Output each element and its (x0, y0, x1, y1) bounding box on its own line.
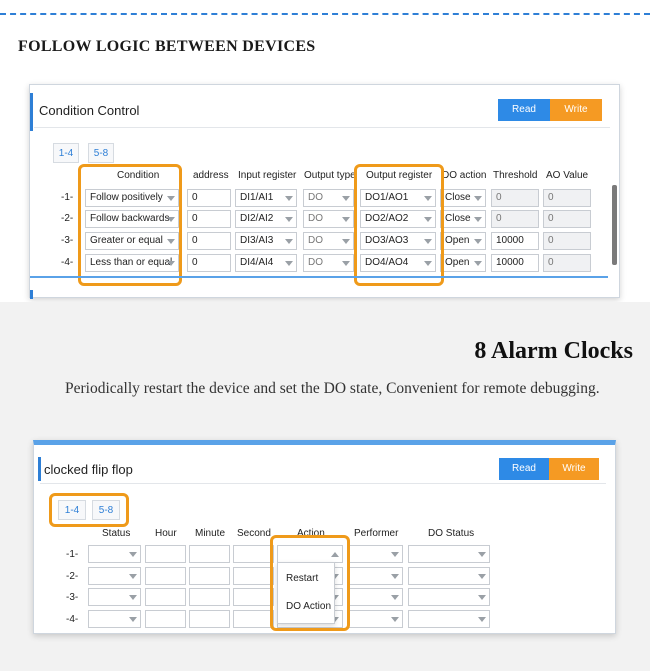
header-do-action: DO action (442, 170, 487, 181)
alarm-description: Periodically restart the device and set the DO state, Convenient for remote debugging. (65, 380, 600, 397)
tab-5-8[interactable]: 5-8 (92, 500, 120, 520)
chevron-down-icon (129, 552, 137, 557)
second-input[interactable] (233, 567, 274, 585)
do-status-select[interactable] (408, 610, 490, 628)
condition-value: Follow backwards (90, 213, 170, 224)
output-type-select[interactable] (303, 210, 354, 228)
tabs-highlight-frame (49, 493, 129, 527)
row-label: -4- (61, 257, 74, 268)
threshold-input[interactable]: 0 (491, 210, 539, 228)
output-register-highlight-frame (354, 164, 444, 286)
panel-bottom-border (30, 276, 608, 278)
threshold-input[interactable]: 10000 (491, 254, 539, 272)
output-type-value: DO (308, 213, 323, 224)
next-panel-accent (30, 290, 33, 299)
input-register-select[interactable] (235, 232, 297, 250)
status-select[interactable] (88, 610, 141, 628)
chevron-down-icon (342, 239, 350, 244)
chevron-down-icon (478, 552, 486, 557)
output-type-value: DO (308, 192, 323, 203)
alarm-heading: 8 Alarm Clocks (474, 338, 633, 364)
do-status-select[interactable] (408, 567, 490, 585)
header-condition: Condition (117, 170, 160, 181)
output-register-value: DO1/AO1 (365, 192, 409, 203)
chevron-down-icon (342, 261, 350, 266)
condition-control-panel (29, 84, 620, 298)
divider (40, 483, 606, 484)
input-register-select[interactable] (235, 189, 297, 207)
chevron-down-icon (129, 574, 137, 579)
output-type-select[interactable] (303, 232, 354, 250)
header-output-register: Output register (366, 170, 433, 181)
threshold-input[interactable]: 10000 (491, 232, 539, 250)
do-action-select[interactable] (440, 232, 486, 250)
do-action-value: Open (445, 235, 470, 246)
chevron-down-icon (474, 261, 482, 266)
panel-accent-bar (30, 93, 33, 131)
chevron-down-icon (478, 617, 486, 622)
header-hour: Hour (155, 528, 177, 539)
threshold-input[interactable]: 0 (491, 189, 539, 207)
chevron-down-icon (342, 217, 350, 222)
chevron-down-icon (391, 595, 399, 600)
header-performer: Performer (354, 528, 399, 539)
second-input[interactable] (233, 588, 274, 606)
ao-value-input[interactable]: 0 (543, 254, 591, 272)
row-label: -2- (61, 213, 74, 224)
chevron-down-icon (478, 595, 486, 600)
do-action-select[interactable] (440, 254, 486, 272)
read-button[interactable]: Read (498, 99, 550, 121)
dashed-divider (0, 13, 650, 15)
address-input[interactable]: 0 (187, 210, 231, 228)
condition-highlight-frame (78, 164, 182, 286)
output-type-select[interactable] (303, 189, 354, 207)
do-status-select[interactable] (408, 588, 490, 606)
condition-value: Greater or equal (90, 235, 163, 246)
write-button[interactable]: Write (549, 458, 599, 480)
chevron-down-icon (342, 196, 350, 201)
row-label: -1- (66, 549, 79, 560)
hour-input[interactable] (145, 588, 186, 606)
header-status: Status (102, 528, 131, 539)
section-heading: FOLLOW LOGIC BETWEEN DEVICES (18, 38, 316, 55)
do-action-select[interactable] (440, 189, 486, 207)
header-ao-value: AO Value (546, 170, 589, 181)
input-register-value: DI1/AI1 (240, 192, 274, 203)
minute-input[interactable] (189, 588, 230, 606)
chevron-down-icon (285, 261, 293, 266)
status-select[interactable] (88, 545, 141, 563)
minute-input[interactable] (189, 567, 230, 585)
ao-value-input[interactable]: 0 (543, 189, 591, 207)
chevron-down-icon (474, 196, 482, 201)
menu-item-do-action[interactable]: DO Action (286, 601, 332, 612)
row-label: -4- (66, 614, 79, 625)
do-action-value: Close (445, 213, 471, 224)
chevron-down-icon (285, 196, 293, 201)
panel-title: Condition Control (39, 103, 140, 118)
row-label: -3- (61, 235, 74, 246)
minute-input[interactable] (189, 545, 230, 563)
read-button[interactable]: Read (499, 458, 549, 480)
ao-value-input[interactable]: 0 (543, 210, 591, 228)
performer-select[interactable] (347, 610, 403, 628)
status-select[interactable] (88, 588, 141, 606)
address-input[interactable]: 0 (187, 189, 231, 207)
hour-input[interactable] (145, 545, 186, 563)
input-register-value: DI2/AI2 (240, 213, 274, 224)
performer-select[interactable] (347, 567, 403, 585)
header-threshold: Threshold (493, 170, 538, 181)
output-type-value: DO (308, 257, 323, 268)
panel-title: clocked flip flop (44, 462, 133, 477)
second-input[interactable] (233, 545, 274, 563)
chevron-down-icon (474, 217, 482, 222)
do-action-value: Open (445, 257, 470, 268)
hour-input[interactable] (145, 610, 186, 628)
header-do-status: DO Status (428, 528, 475, 539)
input-register-select[interactable] (235, 210, 297, 228)
panel-accent-bar (38, 457, 41, 481)
chevron-down-icon (474, 239, 482, 244)
header-action: Action (297, 528, 325, 539)
row-label: -2- (66, 571, 79, 582)
address-input[interactable]: 0 (187, 232, 231, 250)
condition-value: Follow positively (90, 192, 163, 203)
header-output-type: Output type (304, 170, 356, 181)
header-minute: Minute (195, 528, 226, 539)
menu-item-restart[interactable]: Restart (286, 573, 319, 584)
write-button[interactable]: Write (550, 99, 602, 121)
output-type-value: DO (308, 235, 323, 246)
chevron-down-icon (129, 595, 137, 600)
input-register-select[interactable] (235, 254, 297, 272)
row-label: -3- (66, 592, 79, 603)
chevron-down-icon (285, 217, 293, 222)
chevron-down-icon (285, 239, 293, 244)
status-select[interactable] (88, 567, 141, 585)
output-register-value: DO3/AO3 (365, 235, 409, 246)
minute-input[interactable] (189, 610, 230, 628)
address-input[interactable]: 0 (187, 254, 231, 272)
header-address: address (193, 170, 229, 181)
tab-1-4[interactable]: 1-4 (58, 500, 86, 520)
output-register-value: DO2/AO2 (365, 213, 409, 224)
header-second: Second (237, 528, 271, 539)
input-register-value: DI3/AI3 (240, 235, 274, 246)
chevron-down-icon (391, 574, 399, 579)
vertical-scrollbar[interactable] (612, 185, 617, 265)
do-status-select[interactable] (408, 545, 490, 563)
chevron-down-icon (391, 552, 399, 557)
chevron-down-icon (129, 617, 137, 622)
input-register-value: DI4/AI4 (240, 257, 274, 268)
chevron-down-icon (478, 574, 486, 579)
divider (34, 127, 610, 128)
do-action-select[interactable] (440, 210, 486, 228)
performer-select[interactable] (347, 588, 403, 606)
output-register-value: DO4/AO4 (365, 257, 409, 268)
condition-value: Less than or equal (90, 257, 173, 268)
second-input[interactable] (233, 610, 274, 628)
tab-5-8[interactable]: 5-8 (88, 143, 114, 163)
output-type-select[interactable] (303, 254, 354, 272)
ao-value-input[interactable]: 0 (543, 232, 591, 250)
chevron-down-icon (391, 617, 399, 622)
row-label: -1- (61, 192, 74, 203)
action-highlight-frame (270, 535, 350, 631)
do-action-value: Close (445, 192, 471, 203)
header-input-register: Input register (238, 170, 297, 181)
tab-1-4[interactable]: 1-4 (53, 143, 79, 163)
performer-select[interactable] (347, 545, 403, 563)
hour-input[interactable] (145, 567, 186, 585)
